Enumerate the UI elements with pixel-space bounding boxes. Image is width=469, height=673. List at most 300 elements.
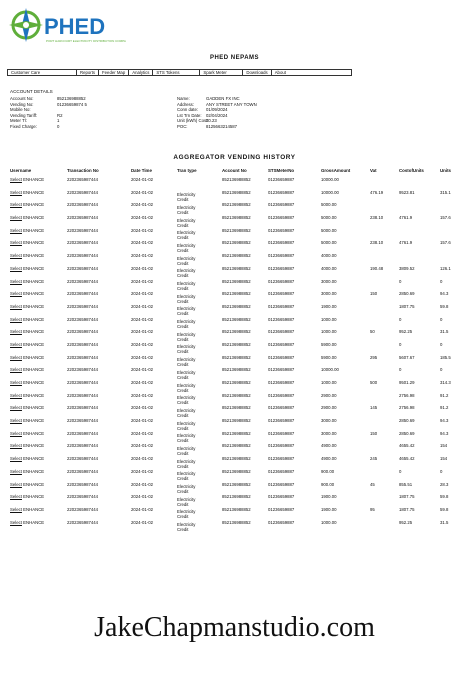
sts-meter-no-cell: 01236659887	[268, 278, 295, 284]
gross-amount-cell: 1900.00	[321, 494, 337, 500]
tran-type-cell: Electricity Credit	[177, 522, 196, 533]
table-row	[0, 482, 469, 495]
account-no-cell: 852136988852	[222, 278, 251, 284]
gross-amount-cell: 2900.00	[321, 392, 337, 398]
cost-of-units-cell: 952.25	[399, 519, 413, 525]
sts-meter-no-cell: 01236659887	[268, 202, 295, 208]
gross-amount-cell: 4000.00	[321, 253, 337, 259]
tran-type-cell: Electricity Credit	[177, 407, 196, 418]
tran-type-cell: Electricity Credit	[177, 357, 196, 368]
gross-amount-cell: 5000.00	[321, 240, 337, 246]
date-time-cell: 2024-01-02	[131, 177, 153, 182]
gross-amount-cell: 4900.00	[321, 443, 337, 449]
username-value: ENHANCE	[23, 392, 45, 398]
table-row	[0, 507, 469, 520]
vat-cell: 190.48	[370, 265, 384, 271]
table-row	[0, 317, 469, 330]
select-link[interactable]: Select	[10, 380, 22, 385]
vat-cell: 50	[370, 329, 375, 335]
date-time-cell: 2024-01-02	[131, 519, 153, 525]
sts-meter-no-cell: 01236659887	[268, 329, 295, 335]
account-details-left	[10, 96, 87, 130]
username-value: ENHANCE	[23, 443, 45, 449]
date-time-cell: 2024-01-02	[131, 367, 153, 373]
transaction-no-cell: 2202365987444	[67, 354, 99, 360]
gross-amount-cell: 3000.00	[321, 291, 337, 297]
username-value: ENHANCE	[23, 303, 45, 309]
tran-type-cell: Electricity Credit	[177, 471, 196, 482]
date-time-cell: 2024-01-02	[131, 430, 153, 436]
nav-reports[interactable]: Reports	[77, 70, 99, 75]
username-cell	[10, 494, 44, 499]
vending-no-label: Vending No:	[10, 101, 34, 107]
date-time-cell: 2024-01-02	[131, 329, 153, 335]
col-sts-meter-no: STSMeterNo	[268, 168, 295, 173]
table-row	[0, 367, 469, 380]
tran-type-cell: Electricity Credit	[177, 230, 196, 241]
tran-type-cell: Electricity Credit	[177, 331, 196, 342]
username-cell	[10, 342, 44, 347]
account-no-value: 852136988852	[57, 96, 86, 101]
transaction-no-cell: 2202365987444	[67, 341, 99, 347]
username-value: ENHANCE	[23, 329, 45, 335]
username-value: ENHANCE	[23, 316, 45, 322]
vending-tariff-label: Vending Tariff:	[10, 112, 38, 118]
username-cell	[10, 228, 44, 233]
table-row	[0, 456, 469, 469]
tran-type-cell: Electricity Credit	[177, 484, 196, 494]
username-value: ENHANCE	[23, 367, 45, 373]
select-link[interactable]: Select	[10, 519, 22, 525]
date-time-cell: 2024-01-02	[131, 189, 153, 195]
units-cell: 154	[440, 443, 448, 449]
units-cell: 126.1	[440, 265, 451, 271]
meter-tl-label: Meter Tl:	[10, 118, 27, 124]
transaction-no-cell: 2202365987444	[67, 202, 99, 208]
cost-of-units-cell: 2850.69	[399, 430, 415, 436]
select-link[interactable]: Select	[10, 227, 22, 233]
transaction-no-cell: 2202365987444	[67, 227, 99, 233]
date-time-cell: 2024-01-02	[131, 418, 153, 424]
vat-cell: 238.10	[370, 215, 384, 221]
table-row	[0, 329, 469, 342]
sts-meter-no-cell: 01236659887	[268, 253, 295, 259]
transaction-no-cell: 2202365987444	[67, 405, 99, 411]
select-link[interactable]: Select	[10, 481, 22, 487]
username-cell	[10, 215, 44, 220]
username-value: ENHANCE	[23, 265, 45, 271]
date-time-cell: 2024-01-02	[131, 265, 153, 271]
username-value: ENHANCE	[23, 215, 45, 221]
meter-tl-value: 1	[57, 118, 60, 124]
last-trn-date-value: 02/04/2024	[206, 112, 228, 118]
select-link[interactable]: Select	[10, 392, 22, 398]
select-link[interactable]: Select	[10, 341, 22, 347]
nav-about[interactable]: About	[274, 70, 286, 75]
vat-cell: 295	[370, 354, 378, 360]
account-no-cell: 852136988852	[222, 240, 251, 246]
account-no-cell: 852136988852	[222, 443, 251, 449]
select-link[interactable]: Select	[10, 468, 22, 474]
units-cell: 314.3	[440, 380, 451, 385]
sts-meter-no-cell: 01236659887	[268, 392, 295, 398]
table-row	[0, 405, 469, 418]
sts-meter-no-cell: 01236659887	[268, 341, 295, 347]
sts-meter-no-cell: 01236659887	[268, 177, 295, 182]
table-row	[0, 520, 469, 533]
gross-amount-cell: 5000.00	[321, 202, 337, 208]
transaction-no-cell: 2202365987444	[67, 177, 99, 182]
gross-amount-cell: 5000.00	[321, 215, 337, 221]
account-no-cell: 852136988852	[222, 367, 251, 373]
table-row	[0, 177, 469, 190]
username-cell	[10, 177, 44, 182]
tran-type-cell: Electricity Credit	[177, 242, 196, 253]
transaction-no-cell: 2202365987444	[67, 291, 99, 297]
nav-sts-tokens[interactable]: STS Tokens	[153, 70, 200, 75]
vending-history-title: AGGREGATOR VENDING HISTORY	[173, 154, 296, 161]
gross-amount-cell: 10000.00	[321, 367, 339, 373]
sts-meter-no-cell: 01236659887	[268, 519, 295, 525]
table-row	[0, 443, 469, 456]
transaction-no-cell: 2202365987444	[67, 494, 99, 500]
gross-amount-cell: 3000.00	[321, 418, 337, 424]
gross-amount-cell: 5000.00	[321, 227, 337, 233]
username-cell	[10, 520, 44, 525]
table-row	[0, 240, 469, 253]
select-link[interactable]: Select	[10, 456, 22, 462]
transaction-no-cell: 2202365987444	[67, 367, 99, 373]
select-link[interactable]: Select	[10, 418, 22, 424]
sts-meter-no-cell: 01236659887	[268, 494, 295, 500]
account-no-cell: 852136988852	[222, 329, 251, 335]
username-cell	[10, 355, 44, 360]
table-row	[0, 266, 469, 279]
page-title: PHED NEPAMS	[209, 55, 260, 61]
username-cell	[10, 329, 44, 334]
account-no-cell: 852136988852	[222, 456, 251, 462]
vat-cell: 45	[370, 481, 375, 487]
units-cell: 154	[440, 456, 448, 462]
date-time-cell: 2024-01-02	[131, 227, 153, 233]
username-cell	[10, 482, 44, 487]
vat-cell: 476.19	[370, 189, 384, 195]
select-link[interactable]: Select	[10, 367, 22, 373]
username-cell	[10, 279, 44, 284]
username-value: ENHANCE	[23, 177, 45, 182]
units-cell: 31.5	[440, 329, 449, 335]
sts-meter-no-cell: 01236659887	[268, 506, 295, 512]
select-link[interactable]: Select	[10, 405, 22, 411]
cost-of-units-cell: 1807.75	[399, 506, 415, 512]
tran-type-cell: Electricity Credit	[177, 306, 196, 317]
username-cell	[10, 456, 44, 461]
sts-meter-no-cell: 01236659887	[268, 468, 295, 474]
account-no-cell: 852136988852	[222, 303, 251, 309]
username-value: ENHANCE	[23, 506, 45, 512]
transaction-no-cell: 2202365987444	[67, 481, 99, 487]
select-link[interactable]: Select	[10, 443, 22, 449]
account-no-cell: 852136988852	[222, 481, 251, 487]
username-cell	[10, 405, 44, 410]
units-cell: 0	[440, 468, 443, 474]
col-date-time: Date Time	[131, 168, 152, 173]
sts-meter-no-cell: 01236659887	[268, 443, 295, 449]
vat-cell: 150	[370, 430, 378, 436]
mobile-no-label: Mobile No:	[10, 107, 31, 113]
username-value: ENHANCE	[23, 291, 45, 297]
gross-amount-cell: 4000.00	[321, 265, 337, 271]
vat-cell: 500	[370, 380, 378, 385]
account-no-cell: 852136988852	[222, 265, 251, 271]
units-cell: 315.1	[440, 189, 451, 195]
last-trn-date-label: Lst Trn Date:	[177, 112, 202, 118]
cost-of-units-cell: 2850.69	[399, 291, 415, 297]
account-no-cell: 852136988852	[222, 215, 251, 221]
username-cell	[10, 266, 44, 271]
table-row	[0, 380, 469, 393]
gross-amount-cell: 4900.00	[321, 456, 337, 462]
units-cell: 0	[440, 278, 443, 284]
select-link[interactable]: Select	[10, 265, 22, 271]
tran-type-cell: Electricity Credit	[177, 420, 196, 431]
table-row	[0, 393, 469, 406]
tran-type-cell: Electricity Credit	[177, 395, 196, 406]
cost-of-units-cell: 0	[399, 278, 402, 284]
phed-logo	[6, 4, 126, 48]
account-no-cell: 852136988852	[222, 418, 251, 424]
vat-cell: 95	[370, 506, 375, 512]
tran-type-cell: Electricity Credit	[177, 293, 196, 304]
date-time-cell: 2024-01-02	[131, 468, 153, 474]
tran-type-cell: Electricity Credit	[177, 204, 196, 215]
cost-of-units-cell: 4655.42	[399, 456, 415, 462]
username-cell	[10, 304, 44, 309]
units-cell: 91.2	[440, 392, 449, 398]
cost-of-units-cell: 1807.75	[399, 303, 415, 309]
sts-meter-no-cell: 01236659887	[268, 215, 295, 221]
account-no-cell: 852136988852	[222, 392, 251, 398]
vending-table-body	[0, 177, 469, 532]
account-no-cell: 852136988852	[222, 177, 251, 182]
date-time-cell: 2024-01-02	[131, 278, 153, 284]
table-row	[0, 228, 469, 241]
gross-amount-cell: 5900.00	[321, 341, 337, 347]
name-label: Name:	[177, 96, 190, 101]
vat-cell: 145	[370, 405, 378, 411]
date-time-cell: 2024-01-02	[131, 506, 153, 512]
col-vat: Vat	[370, 168, 377, 173]
username-cell	[10, 317, 44, 322]
nav-feeder-map[interactable]: Feeder Map	[99, 70, 129, 75]
username-cell	[10, 507, 44, 512]
select-link[interactable]: Select	[10, 177, 22, 182]
transaction-no-cell: 2202365987444	[67, 215, 99, 221]
transaction-no-cell: 2202365987444	[67, 456, 99, 462]
gross-amount-cell: 1900.00	[321, 303, 337, 309]
nav-spark-meter[interactable]: Spark Meter	[200, 70, 243, 75]
account-no-cell: 852136988852	[222, 189, 251, 195]
units-cell: 94.3	[440, 418, 449, 424]
table-row	[0, 355, 469, 368]
account-no-cell: 852136988852	[222, 506, 251, 512]
date-time-cell: 2024-01-02	[131, 202, 153, 208]
units-cell: 59.8	[440, 506, 449, 512]
username-cell	[10, 431, 44, 436]
username-value: ENHANCE	[23, 354, 45, 360]
units-cell: 59.8	[440, 494, 449, 500]
table-row	[0, 190, 469, 203]
date-time-cell: 2024-01-02	[131, 405, 153, 411]
cost-of-units-cell: 3809.52	[399, 265, 415, 271]
conn-date-value: 01/09/2024	[206, 107, 228, 113]
col-gross-amount: GrossAmount	[321, 168, 351, 173]
select-link[interactable]: Select	[10, 354, 22, 360]
transaction-no-cell: 2202365987444	[67, 329, 99, 335]
vending-tariff-value: R2	[57, 112, 63, 118]
account-no-cell: 852136988852	[222, 316, 251, 322]
select-link[interactable]: Select	[10, 189, 22, 195]
select-link[interactable]: Select	[10, 430, 22, 436]
tran-type-cell: Electricity Credit	[177, 382, 196, 393]
transaction-no-cell: 2202365987444	[67, 303, 99, 309]
select-link[interactable]: Select	[10, 506, 22, 512]
transaction-no-cell: 2202365987444	[67, 240, 99, 246]
cost-of-units-cell: 952.25	[399, 329, 413, 335]
cost-of-units-cell: 2850.69	[399, 418, 415, 424]
select-link[interactable]: Select	[10, 253, 22, 259]
account-no-cell: 852136988852	[222, 202, 251, 208]
username-cell	[10, 443, 44, 448]
name-value: GADDEN FX INC	[206, 96, 240, 101]
username-value: ENHANCE	[23, 405, 45, 411]
account-no-cell: 852136988852	[222, 430, 251, 436]
select-link[interactable]: Select	[10, 494, 22, 500]
sts-meter-no-cell: 01236659887	[268, 367, 295, 373]
fixed-charge-value: 0	[57, 123, 60, 129]
select-link[interactable]: Select	[10, 291, 22, 297]
account-details-right	[177, 96, 257, 130]
select-link[interactable]: Select	[10, 240, 22, 246]
cost-of-units-cell: 2756.98	[399, 405, 415, 411]
sts-meter-no-cell: 01236659887	[268, 189, 295, 195]
tran-type-cell: Electricity Credit	[177, 509, 196, 520]
phed-logo-icon	[6, 4, 126, 48]
transaction-no-cell: 2202365987444	[67, 468, 99, 474]
units-cell: 0	[440, 341, 443, 347]
sts-meter-no-cell: 01236659887	[268, 227, 295, 233]
transaction-no-cell: 2202365987444	[67, 430, 99, 436]
col-units: Units	[440, 168, 451, 173]
table-row	[0, 202, 469, 215]
date-time-cell: 2024-01-02	[131, 215, 153, 221]
tran-type-cell: Electricity Credit	[177, 281, 196, 291]
col-account-no: Account No	[222, 168, 247, 173]
account-no-cell: 852136988852	[222, 519, 251, 525]
username-cell	[10, 240, 44, 245]
units-cell: 0	[440, 316, 443, 322]
gross-amount-cell: 900.00	[321, 468, 335, 474]
username-value: ENHANCE	[23, 380, 45, 385]
address-label: Address:	[177, 101, 194, 107]
gross-amount-cell: 1000.00	[321, 329, 337, 335]
select-link[interactable]: Select	[10, 303, 22, 309]
username-value: ENHANCE	[23, 278, 45, 284]
sts-meter-no-cell: 01236659887	[268, 405, 295, 411]
watermark: JakeChapmanstudio.com	[94, 612, 375, 643]
date-time-cell: 2024-01-02	[131, 380, 153, 385]
sts-meter-no-cell: 01236659887	[268, 240, 295, 246]
account-no-cell: 852136988852	[222, 468, 251, 474]
tran-type-cell: Electricity Credit	[177, 268, 196, 279]
nav-downloads[interactable]: Downloads	[243, 70, 271, 75]
conn-date-label: Conn date:	[177, 107, 199, 113]
select-link[interactable]: Select	[10, 316, 22, 322]
sts-meter-no-cell: 01236659887	[268, 481, 295, 487]
date-time-cell: 2024-01-02	[131, 354, 153, 360]
table-row	[0, 215, 469, 228]
select-link[interactable]: Select	[10, 202, 22, 208]
units-cell: 185.5	[440, 354, 451, 360]
nav-analytics[interactable]: Analytics	[129, 70, 153, 75]
cost-of-units-cell: 4761.9	[399, 240, 413, 246]
tran-type-cell: Electricity Credit	[177, 319, 196, 330]
account-no-cell: 852136988852	[222, 253, 251, 259]
username-value: ENHANCE	[23, 430, 45, 436]
transaction-no-cell: 2202365987444	[67, 253, 99, 259]
select-link[interactable]: Select	[10, 278, 22, 284]
gross-amount-cell: 3000.00	[321, 278, 337, 284]
date-time-cell: 2024-01-02	[131, 316, 153, 322]
account-no-cell: 852136988852	[222, 227, 251, 233]
username-value: ENHANCE	[23, 202, 45, 208]
date-time-cell: 2024-01-02	[131, 392, 153, 398]
tran-type-cell: Electricity Credit	[177, 192, 196, 203]
select-link[interactable]: Select	[10, 215, 22, 221]
logo-text: PHED	[44, 14, 106, 39]
cost-of-units-cell: 855.51	[399, 481, 413, 487]
tran-type-cell: Electricity Credit	[177, 217, 196, 228]
col-tran-type: Tran type	[177, 168, 197, 173]
units-cell: 0	[440, 367, 443, 373]
poc-label: POC:	[177, 123, 188, 129]
gross-amount-cell: 2900.00	[321, 405, 337, 411]
transaction-no-cell: 2202365987444	[67, 418, 99, 424]
date-time-cell: 2024-01-02	[131, 291, 153, 297]
username-value: ENHANCE	[23, 418, 45, 424]
gross-amount-cell: 3000.00	[321, 430, 337, 436]
username-value: ENHANCE	[23, 481, 45, 487]
username-cell	[10, 253, 44, 258]
table-row	[0, 253, 469, 266]
sts-meter-no-cell: 01236659887	[268, 303, 295, 309]
nav-customer-care[interactable]: Customer Care	[8, 70, 77, 75]
account-no-cell: 852136988852	[222, 341, 251, 347]
tran-type-cell: Electricity Credit	[177, 433, 196, 444]
select-link[interactable]: Select	[10, 329, 22, 335]
account-no-cell: 852136988852	[222, 405, 251, 411]
username-value: ENHANCE	[23, 240, 45, 246]
username-cell	[10, 202, 44, 207]
account-no-cell: 852136988852	[222, 354, 251, 360]
date-time-cell: 2024-01-02	[131, 240, 153, 246]
tran-type-cell: Electricity Credit	[177, 458, 196, 469]
table-row	[0, 469, 469, 482]
units-cell: 94.3	[440, 291, 449, 297]
transaction-no-cell: 2202365987444	[67, 443, 99, 449]
date-time-cell: 2024-01-02	[131, 443, 153, 449]
tran-type-cell: Electricity Credit	[177, 369, 196, 380]
